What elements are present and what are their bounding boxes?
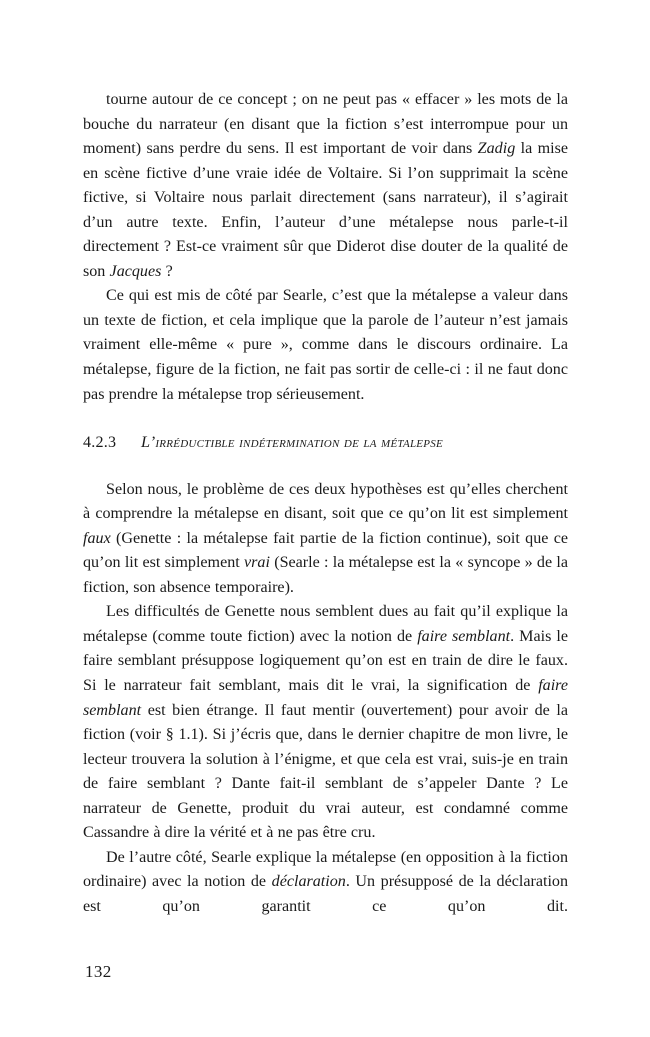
page-text-body: [83, 88, 568, 920]
paragraph-5: De l’autre côté, Searle explique la métalepse (en opposition à la fiction ordinaire) avec la notion de déclaration. Un présupposé de la déclaration est qu’on garantit ce qu’on dit.: [83, 848, 569, 915]
italic-phrase: Jacques: [109, 262, 162, 280]
section-heading-title: L’irréductible indétermination de la métalepse: [141, 432, 443, 452]
heading-spacer-below: [83, 456, 568, 478]
paragraph-4: Les difficultés de Genette nous semblent dues au fait qu’il explique la métalepse (comme toute fiction) avec la notion de faire semblant. Mais le faire semblant présuppose logiquement qu’on est en train de dire le faux. Si le narrateur fait semblant, mais dit le vrai, la signification de faire semblant est bien étrange. Il faut mentir (ouvertement) pour avoir de la fiction (voir § 1.1). Si j’écris que, dans le dernier chapitre de mon livre, le lecteur trouvera la solution à l’énigme, et que cela est vrai, suis-je en train de faire semblant ? Dante fait-il semblant de s’appeler Dante ? Le narrateur de Genette, produit du vrai auteur, est condamné comme Cassandre à dire la vérité et à ne pas être cru.: [83, 603, 568, 842]
heading-spacer-above: [83, 407, 568, 430]
paragraph-1: tourne autour de ce concept ; on ne peut pas « effacer » les mots de la bouche du narrateur (en disant que la fiction s’est interrompue pour un moment) sans perdre du sens. Il est important de voir dans Zadig la mise en scène fictive d’une vraie idée de Voltaire. Si l’on supprimait la scène fictive, si Voltaire nous parlait directement (sans narrateur), il s’agirait d’un autre texte. Enfin, l’auteur d’une métalepse nous parle-t-il directement ? Est-ce vraiment sûr que Diderot dise douter de la qualité de son Jacques ?: [83, 91, 568, 280]
paragraph-3: Selon nous, le problème de ces deux hypothèses est qu’elles cherchent à comprendre la métalepse en disant, soit que ce qu’on lit est simplement faux (Genette : la métalepse fait partie de la fiction continue), soit que ce qu’on lit est simplement vrai (Searle : la métalepse est la « syncope » de la fiction, son absence temporaire).: [83, 480, 568, 596]
italic-phrase: faire semblant: [83, 677, 568, 719]
italic-phrase: déclaration: [271, 873, 346, 891]
section-heading: [83, 430, 568, 456]
page-folio: 132: [85, 962, 112, 981]
italic-phrase: faux: [83, 529, 111, 547]
italic-phrase: Zadig: [477, 140, 516, 158]
section-heading-number: 4.2.3: [83, 434, 117, 452]
italic-phrase: vrai: [244, 554, 270, 572]
italic-phrase: faire semblant: [417, 627, 511, 645]
paragraph-2: Ce qui est mis de côté par Searle, c’est que la métalepse a valeur dans un texte de fiction, et cela implique que la parole de l’auteur n’est jamais vraiment elle-même « pure », comme dans le discours ordinaire. La métalepse, figure de la fiction, ne fait pas sortir de celle-ci : il ne faut donc pas prendre la métalepse trop sérieusement.: [83, 287, 568, 403]
